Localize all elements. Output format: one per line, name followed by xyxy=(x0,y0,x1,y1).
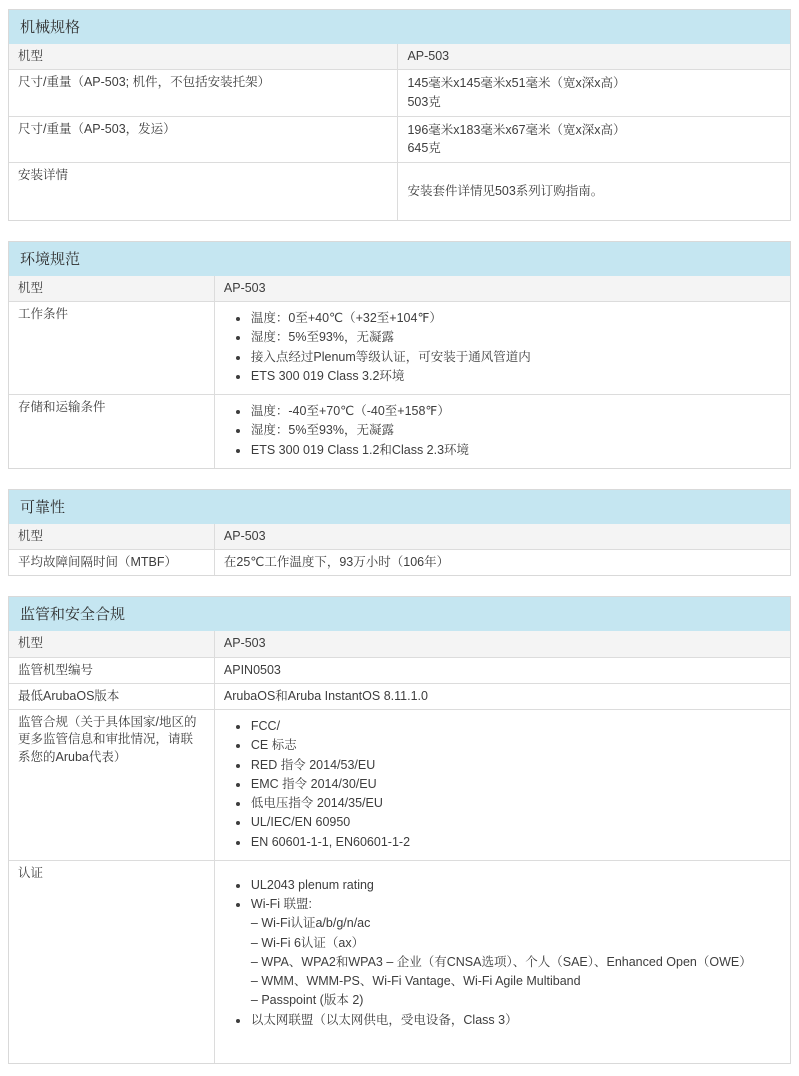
section-mechanical-specs xyxy=(8,9,791,221)
table-row xyxy=(9,524,790,550)
bullet-item: • ETS 300 019 Class 3.2环境 xyxy=(250,368,780,385)
section-regulatory-compliance xyxy=(8,596,791,1064)
row-label: 最低ArubaOS版本 xyxy=(9,683,214,709)
section-title: 可靠性 xyxy=(9,490,790,524)
row-label: 工作条件 xyxy=(9,302,214,395)
section-title: 监管和安全合规 xyxy=(9,597,790,631)
bullet-item: • RED 指令 2014/53/EU xyxy=(250,757,780,774)
row-value xyxy=(398,70,790,117)
mechanical-specs-table xyxy=(9,44,790,220)
value-line: 503克 xyxy=(407,94,441,109)
bullet-item: • 温度：-40至+70℃（-40至+158℉） xyxy=(250,403,780,420)
row-value: APIN0503 xyxy=(214,657,790,683)
table-row xyxy=(9,657,790,683)
sub-bullet-item: – Wi-Fi认证a/b/g/n/ac xyxy=(250,916,371,931)
table-row xyxy=(9,683,790,709)
table-row xyxy=(9,395,790,468)
row-label: 安装详情 xyxy=(9,163,398,220)
table-row xyxy=(9,44,790,70)
section-environmental-specs xyxy=(8,241,791,469)
row-label: 尺寸/重量（AP-503，发运） xyxy=(9,116,398,163)
sub-bullet-list xyxy=(251,915,780,1009)
sub-bullet-item: – WMM、WMM-PS、Wi-Fi Vantage、Wi-Fi Agile Multiband xyxy=(250,974,581,988)
table-row xyxy=(9,710,790,861)
bullet-item: • 湿度：5%至93%，无凝露 xyxy=(250,422,780,439)
row-value xyxy=(398,116,790,163)
table-row xyxy=(9,302,790,395)
bullet-item: • 低电压指令 2014/35/EU xyxy=(250,795,780,812)
regulatory-compliance-table xyxy=(9,631,790,1063)
bullet-item: • 以太网联盟（以太网供电，受电设备，Class 3） xyxy=(250,1012,780,1029)
row-value: AP-503 xyxy=(214,524,790,550)
row-label: 平均故障间隔时间（MTBF） xyxy=(9,550,214,576)
table-row xyxy=(9,860,790,1063)
row-label: 机型 xyxy=(9,524,214,550)
row-value: AP-503 xyxy=(214,631,790,657)
table-row xyxy=(9,631,790,657)
bullet-item: • EMC 指令 2014/30/EU xyxy=(250,776,780,793)
bullet-item: • FCC/ xyxy=(250,718,780,735)
sub-bullet-item: – WPA、WPA2和WPA3 – 企业（有CNSA选项）、个人（SAE）、Enhanced Open（OWE） xyxy=(250,954,752,969)
bullet-item: • 接入点经过Plenum等级认证，可安装于通风管道内 xyxy=(250,349,780,366)
bullet-list xyxy=(224,718,780,851)
section-title: 环境规范 xyxy=(9,242,790,276)
sub-bullet-item: – Passpoint (版本 2) xyxy=(250,993,364,1008)
row-value: AP-503 xyxy=(398,44,790,70)
section-reliability xyxy=(8,489,791,577)
row-label: 监管合规（关于具体国家/地区的更多监管信息和审批情况，请联系您的Aruba代表） xyxy=(9,710,214,861)
row-value xyxy=(214,710,790,861)
bullet-item: • EN 60601-1-1, EN60601-1-2 xyxy=(250,834,780,851)
row-value: AP-503 xyxy=(214,276,790,302)
bullet-item: • CE 标志 xyxy=(250,737,780,754)
bullet-list xyxy=(224,877,780,1029)
value-line: 145毫米x145毫米x51毫米（宽x深x高） xyxy=(407,76,626,91)
table-row xyxy=(9,550,790,576)
reliability-table xyxy=(9,524,790,576)
bullet-item-text: Wi-Fi 联盟: xyxy=(250,897,312,911)
row-label: 尺寸/重量（AP-503; 机件，不包括安装托架） xyxy=(9,70,398,117)
row-label: 机型 xyxy=(9,276,214,302)
row-label: 机型 xyxy=(9,44,398,70)
bullet-item: • UL2043 plenum rating xyxy=(250,877,780,894)
row-value xyxy=(214,395,790,468)
row-value: ArubaOS和Aruba InstantOS 8.11.1.0 xyxy=(214,683,790,709)
environmental-specs-table xyxy=(9,276,790,468)
row-value: 安装套件详情见503系列订购指南。 xyxy=(398,163,790,220)
table-row xyxy=(9,163,790,220)
bullet-list xyxy=(224,403,780,459)
value-line: 196毫米x183毫米x67毫米（宽x深x高） xyxy=(407,122,626,137)
row-label: 监管机型编号 xyxy=(9,657,214,683)
row-label: 存储和运输条件 xyxy=(9,395,214,468)
bullet-list xyxy=(224,310,780,385)
bullet-item: • UL/IEC/EN 60950 xyxy=(250,814,780,831)
row-label: 机型 xyxy=(9,631,214,657)
bullet-item xyxy=(250,896,780,1010)
row-value: 在25℃工作温度下，93万小时（106年） xyxy=(214,550,790,576)
bullet-item: • 温度：0至+40℃（+32至+104℉） xyxy=(250,310,780,327)
sub-bullet-item: – Wi-Fi 6认证（ax） xyxy=(250,935,365,950)
value-line: 645克 xyxy=(407,141,441,155)
row-value xyxy=(214,860,790,1063)
bullet-item: • ETS 300 019 Class 1.2和Class 2.3环境 xyxy=(250,442,780,459)
table-row xyxy=(9,70,790,117)
row-value xyxy=(214,302,790,395)
table-row xyxy=(9,116,790,163)
row-label: 认证 xyxy=(9,860,214,1063)
bullet-item: • 湿度：5%至93%，无凝露 xyxy=(250,329,780,346)
table-row xyxy=(9,276,790,302)
section-title: 机械规格 xyxy=(9,10,790,44)
